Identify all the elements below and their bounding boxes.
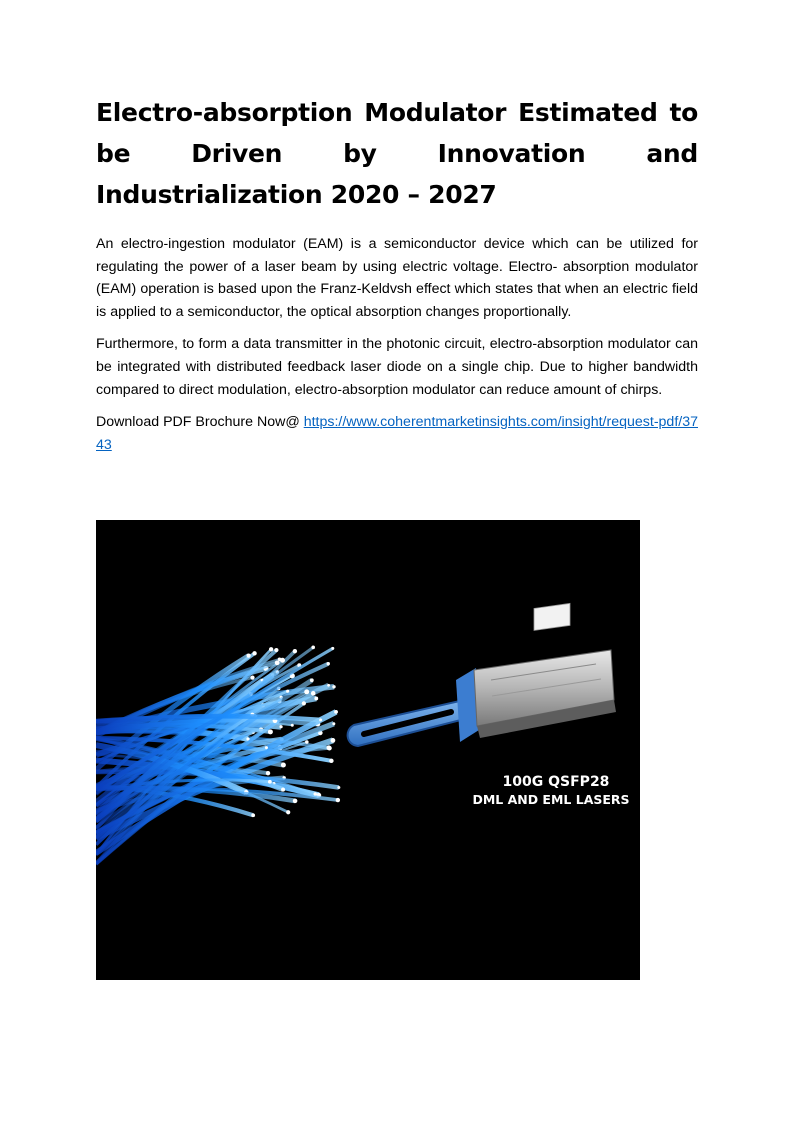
figure-caption-line1: 100G QSFP28 — [502, 774, 610, 790]
paragraph-intro: An electro-ingestion modulator (EAM) is a semiconductor device which can be utilized for regulating the power of a laser beam by using electric voltage. Electro- absorption modulator (EAM) operation is based upon the Franz-Keldvsh effect which states that when an electric field is applied to a semiconductor, the optical absorption changes proportionally. — [96, 236, 698, 320]
brochure-link[interactable]: https://www.coherentmarketinsights.com/insight/request-pdf/3743 — [96, 414, 698, 453]
transceiver-figure — [96, 520, 640, 980]
document-page — [96, 92, 698, 466]
page-title: Electro-absorption Modulator Estimated to be Driven by Innovation and Industrialization 2020 – 2027 — [96, 98, 698, 209]
download-paragraph — [96, 411, 698, 456]
fiber-bundle — [96, 646, 340, 865]
fiber-optic-transceiver-image — [96, 520, 640, 980]
figure-caption-line2: DML AND EML LASERS — [472, 792, 630, 807]
paragraph-integration: Furthermore, to form a data transmitter in the photonic circuit, electro-absorption modulator can be integrated with distributed feedback laser diode on a single chip. Due to higher bandwidth compared to direct modulation, electro-absorption modulator can reduce amount of chirps. — [96, 336, 698, 398]
download-prefix: Download PDF Brochure Now@ — [96, 414, 304, 431]
transceiver-module — [348, 603, 616, 746]
